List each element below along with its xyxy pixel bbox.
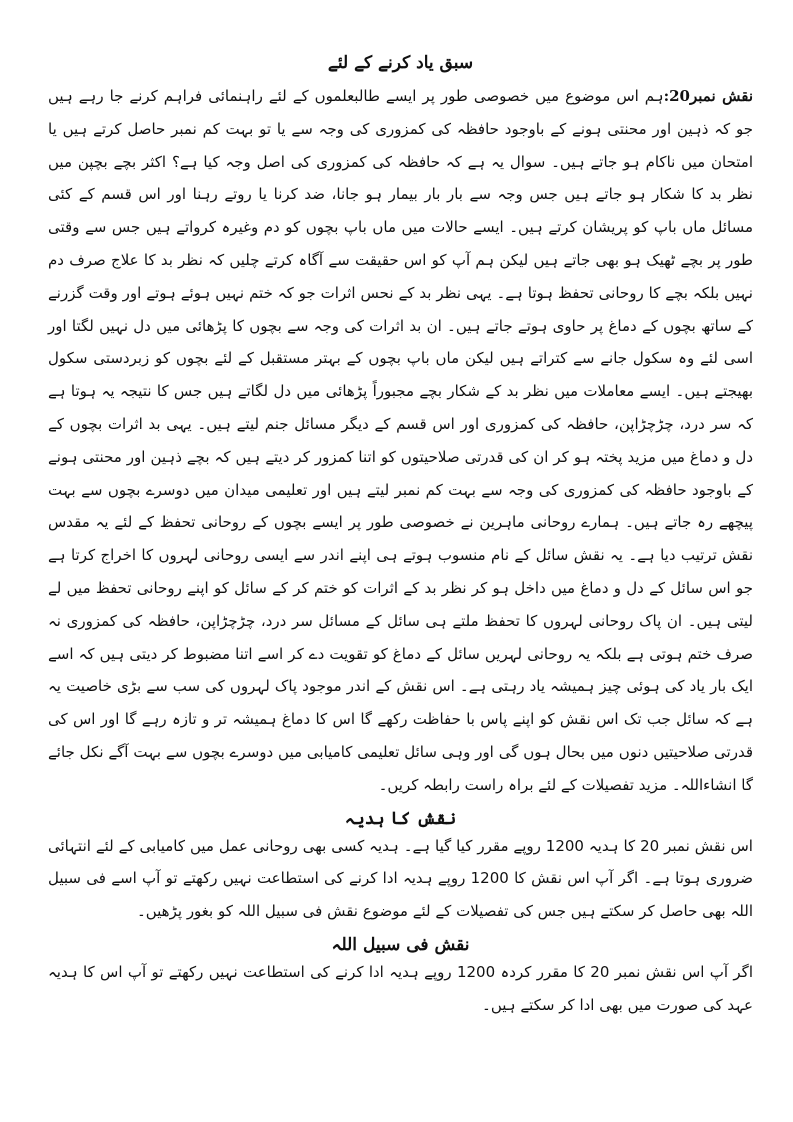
intro-text: ہم اس موضوع میں خصوصی طور پر ایسے طالبعلموں کے لئے راہنمائی فراہم کرنے جا رہے ہیں جو کہ ذہین اور محنتی ہونے کے باوجود حافظہ کی کمزوری کی وجہ سے یا تو بہت کم نمبر حاصل کرتے ہیں یا امتحان میں ناکام ہو جاتے ہیں۔ سوال یہ ہے کہ حافظہ کی کمزوری کی اصل وجہ کیا ہے؟ اکثر بچے بچپن میں نظر بد کا شکار ہو جاتے ہیں جس وجہ سے بار بار بیمار ہو جانا، ضد کرنا یا روتے رہنا اور اس قسم کے کئی مسائل ماں باپ کو پریشان کرتے ہیں۔ ایسے حالات میں ماں باپ بچوں کو دم وغیرہ کرواتے ہیں جس سے وقتی طور پر بچے ٹھیک ہو بھی جاتے ہیں لیکن ہم آپ کو اس حقیقت سے آگاہ کرتے چلیں کہ نظر بد کا علاج صرف دم نہیں بلکہ بچے کا روحانی تحفظ ہوتا ہے۔ یہی نظر بد کے نحس اثرات جو کہ ختم نہیں ہوئے ہوتے اور وقت گزرنے کے ساتھ بچوں کے دماغ پر حاوی ہوتے جاتے ہیں۔ ان بد اثرات کی وجہ سے بچوں کا پڑھائی میں دل نہیں لگتا اور اسی لئے وہ سکول جانے سے کتراتے ہیں لیکن ماں باپ بچوں کے بہتر مستقبل کے لئے بچوں کو زبردستی سکول بھیجتے ہیں۔ ایسے معاملات میں نظر بد کے شکار بچے مجبوراً پڑھائی میں دل لگاتے ہیں جس کا نتیجہ یہ ہوتا ہے کہ سر درد، چڑچڑاپن، حافظہ کی کمزوری اور اس قسم کے دیگر مسائل جنم لیتے ہیں۔ یہی بد اثرات بچوں کے دل و دماغ میں مزید پختہ ہو کر ان کی قدرتی صلاحیتوں کو اتنا کمزور کر دیتے ہیں کہ بچے ذہین اور محنتی ہونے کے باوجود حافظہ کی کمزوری کی وجہ سے بہت کم نمبر لیتے ہیں اور تعلیمی میدان میں دوسرے بچوں سے بہت پیچھے رہ جاتے ہیں۔ ہمارے روحانی ماہرین نے خصوصی طور پر ایسے بچوں کے روحانی تحفظ کے لئے یہ مقدس نقش ترتیب دیا ہے۔ یہ نقش سائل کے نام منسوب ہوتے ہی اپنے اندر سے ایسی روحانی لہروں کا اخراج کرتا ہے جو اس سائل کے دل و دماغ میں داخل ہو کر نظر بد کے اثرات کو ختم کر کے سائل کو اپنے روحانی تحفظ میں لے لیتی ہیں۔ ان پاک روحانی لہروں کا تحفظ ملتے ہی سائل کے مسائل سر درد، چڑچڑاپن، حافظہ کی کمزوری نہ صرف ختم ہوتی ہے بلکہ یہ روحانی لہریں سائل کے دماغ کو تقویت دے کر اسے اتنا مضبوط کر دیتی ہیں کہ اسے ایک بار یاد کی ہوئی چیز ہمیشہ یاد رہتی ہے۔ اس نقش کے اندر موجود پاک لہروں کی سب سے بڑی خاصیت یہ ہے کہ سائل جب تک اس نقش کو اپنے پاس با حفاظت رکھے گا اس کا دماغ ہمیشہ تر و تازہ رہے گا اور اس کی قدرتی صلاحیتیں دنوں میں بحال ہوں گی اور وہی سائل تعلیمی کامیابی میں دوسرے بچوں سے بہت آگے نکل جائے گا انشاءاللہ۔ مزید تفصیلات کے لئے براہ راست رابطہ کریں۔ [48, 87, 753, 794]
charity-paragraph: اگر آپ اس نقش نمبر 20 کا مقرر کردہ 1200 روپے ہدیہ ادا کرنے کی استطاعت نہیں رکھتے تو آپ اس کا ہدیہ عہد کی صورت میں بھی ادا کر سکتے ہیں۔ [48, 962, 753, 1014]
intro-paragraph [48, 80, 753, 802]
document-page [48, 52, 753, 1092]
charity-heading: نقش فی سبیل اللہ [331, 934, 470, 955]
talisman-number-label: نقش نمبر20: [663, 87, 753, 105]
page-title: سبق یاد کرنے کے لئے [327, 53, 474, 73]
gift-heading: نقش کا ہدیہ [344, 808, 457, 829]
gift-paragraph: اس نقش نمبر 20 کا ہدیہ 1200 روپے مقرر کیا گیا ہے۔ ہدیہ کسی بھی روحانی عمل میں کامیابی کے لئے انتہائی ضروری ہوتا ہے۔ اگر آپ اس نقش کا 1200 روپے ہدیہ ادا کرنے کی استطاعت نہیں رکھتے تو آپ اسے فی سبیل اللہ بھی حاصل کر سکتے ہیں جس کی تفصیلات کے لئے موضوع نقش فی سبیل اللہ کو بغور پڑھیں۔ [48, 836, 753, 921]
